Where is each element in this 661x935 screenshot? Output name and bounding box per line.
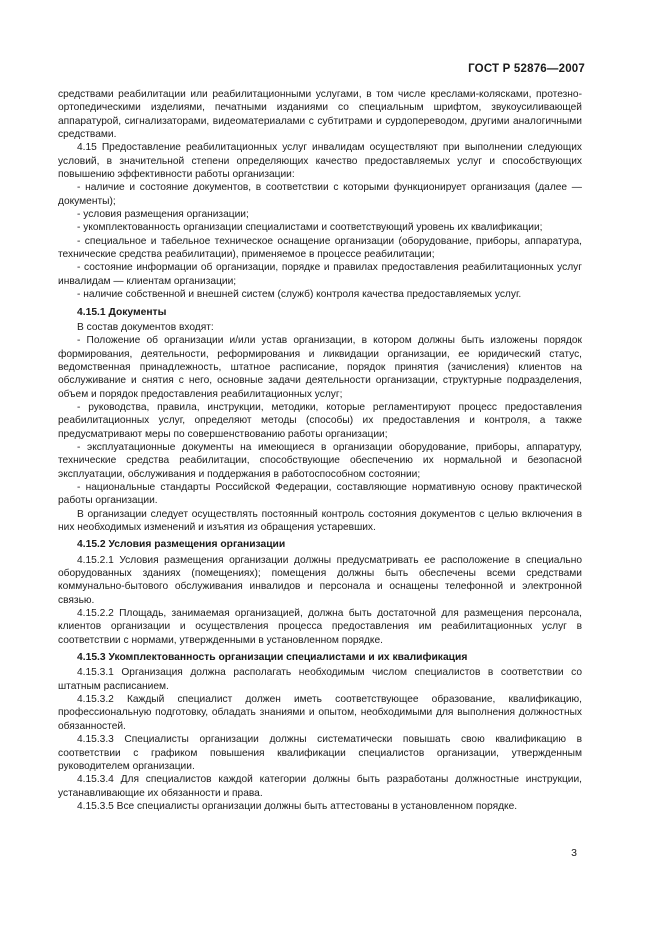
paragraph: 4.15.3.2 Каждый специалист должен иметь соответствующее образование, квалификацию, профессиональную подготовку, обладать знаниями и опытом, необходимыми для выполнения должностных обязанностей. [58, 694, 582, 732]
paragraph: - наличие собственной и внешней систем (служб) контроля качества предоставляемых услуг. [77, 289, 522, 301]
paragraph: - укомплектованность организации специалистами и соответствующий уровень их квалификации; [77, 222, 543, 234]
page-number: 3 [571, 847, 577, 859]
section-heading: 4.15.1 Документы [77, 306, 167, 318]
paragraph: В организации следует осуществлять постоянный контроль состояния документов с целью включения в них необходимых изменений и изъятия из обращения устаревших. [58, 508, 582, 533]
standard-header: ГОСТ Р 52876—2007 [468, 63, 585, 75]
paragraph: 4.15.2.1 Условия размещения организации должны предусматривать ее расположение в специально оборудованных зданиях (помещениях); помещения должны быть обеспечены всеми средствами коммунально-бытового обслуживания инвалидов и персонала и оснащены телефонной и электронной связью. [58, 554, 582, 606]
paragraph: 4.15 Предоставление реабилитационных услуг инвалидам осуществляют при выполнении следующих условий, в значительной степени определяющих качество предоставляемых услуг и способствующих повышению эффективности работы организации: [58, 142, 582, 181]
paragraph: - национальные стандарты Российской Федерации, составляющие нормативную основу практической работы организации. [58, 481, 582, 507]
paragraph: - руководства, правила, инструкции, методики, которые регламентируют процесс предоставления реабилитационных услуг, определяют методы (способы) их предоставления и контроля, а также предусматривают меры по совершенствованию работы организации; [58, 401, 582, 440]
paragraph: 4.15.2.2 Площадь, занимаемая организацией, должна быть достаточной для размещения персонала, клиентов организации и осуществления процесса предоставления им реабилитационных услуг в соответствии с нормами, утвержденными в установленном порядке. [58, 608, 582, 646]
paragraph: - эксплуатационные документы на имеющиеся в организации оборудование, приборы, аппаратуру, технические средства реабилитации, способствующие обеспечению их нормальной и безопасной эксплуатации, обслуживания и поддержания в работоспособном состоянии; [58, 441, 582, 480]
section-heading: 4.15.3 Укомплектованность организации специалистами и их квалификация [77, 652, 468, 664]
paragraph: В состав документов входят: [77, 321, 214, 333]
paragraph: 4.15.3.1 Организация должна располагать необходимым числом специалистов в соответствии со штатным расписанием. [58, 667, 582, 692]
paragraph: 4.15.3.4 Для специалистов каждой категории должны быть разработаны должностные инструкции, устанавливающие их обязанности и права. [58, 774, 582, 799]
paragraph: - условия размещения организации; [77, 209, 249, 221]
paragraph: - наличие и состояние документов, в соответствии с которыми функционирует организация (далее — документы); [58, 182, 582, 207]
section-heading: 4.15.2 Условия размещения организации [77, 539, 286, 551]
paragraph: 4.15.3.5 Все специалисты организации должны быть аттестованы в установленном порядке. [77, 800, 518, 812]
paragraph: - Положение об организации и/или устав организации, в котором должны быть изложены порядок формирования, деятельности, реформирования и ликвидации организации, ее юридический статус, ведомственная принадлежность, штатное расписание, порядок принятия (зачисления) клиентов на обслуживание и снятия с него, основные задачи деятельности организации, структурные подразделения, объем и порядок предоставления реабилитационных услуг; [58, 335, 582, 400]
paragraph: 4.15.3.3 Специалисты организации должны систематически повышать свою квалификацию в соответствии с графиком повышения квалификации специалистов организации, утвержденным руководителем организации. [58, 734, 582, 772]
paragraph: средствами реабилитации или реабилитационными услугами, в том числе креслами-колясками, протезно-ортопедическими изделиями, печатными изданиями со специальным шрифтом, звукоусиливающей аппаратурой, сигнализаторами, видеоматериалами с субтитрами и сурдопереводом, другими аналогичными средствами. [58, 89, 582, 141]
paragraph: - специальное и табельное техническое оснащение организации (оборудование, приборы, аппаратура, технические средства реабилитации), применяемое в процессе реабилитации; [58, 235, 582, 261]
paragraph: - состояние информации об организации, порядке и правилах предоставления реабилитационных услуг инвалидам — клиентам организации; [58, 262, 582, 287]
document-body [58, 88, 582, 813]
